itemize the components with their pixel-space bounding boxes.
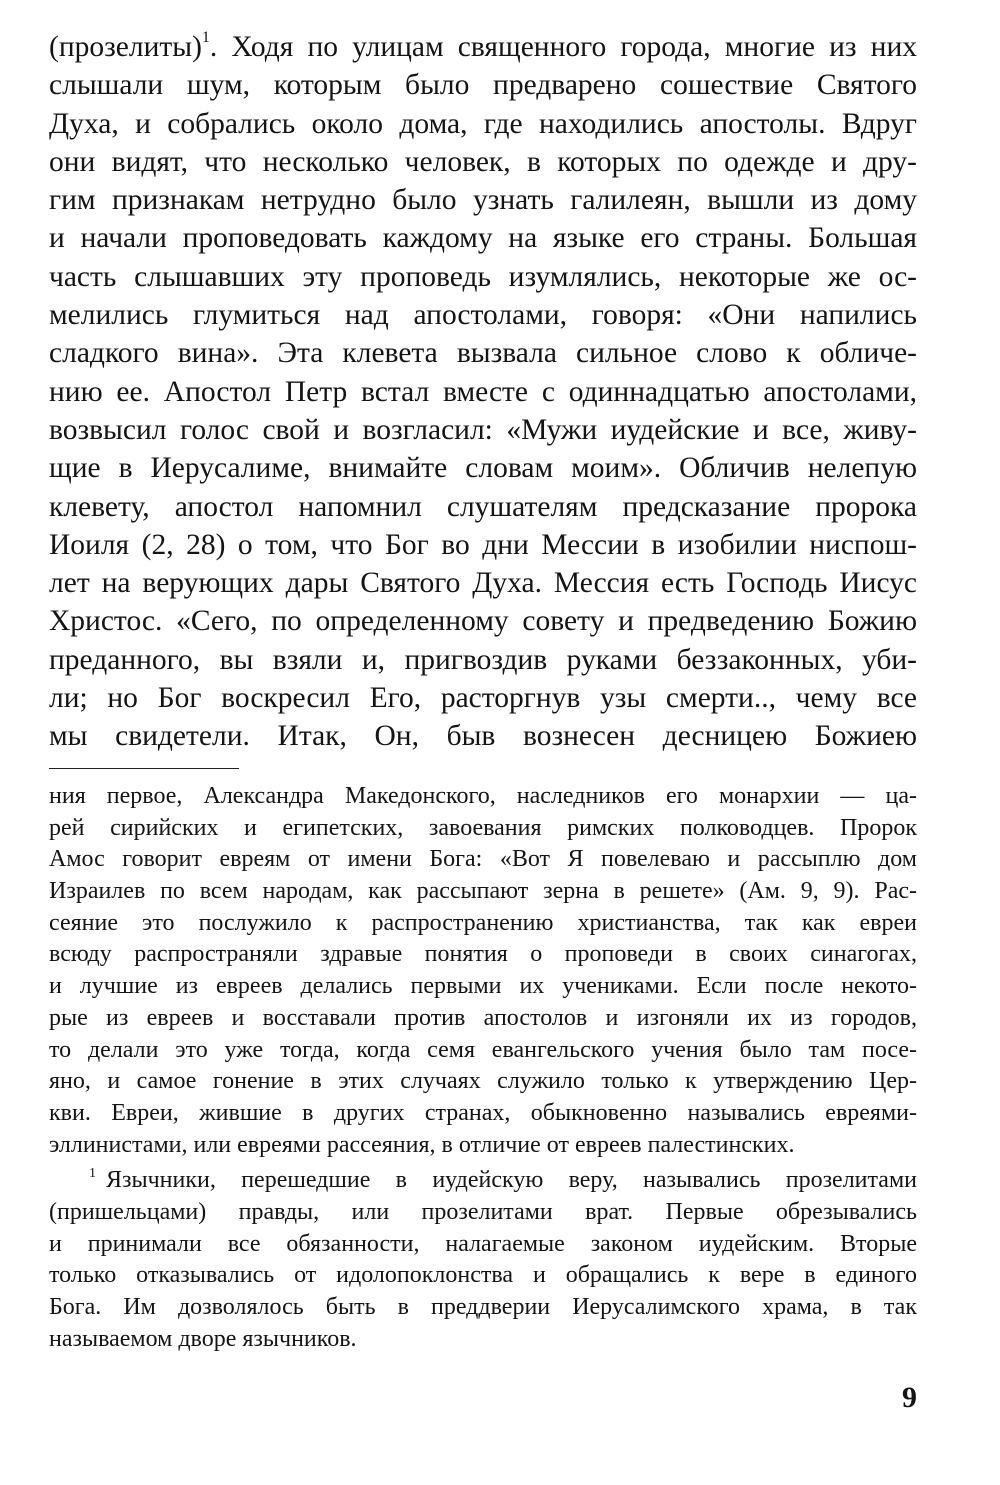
main-text-line-rest: . Ходя по улицам священного города, многие из них	[209, 31, 917, 63]
footnote-line: рей сирийских и египетских, завоевания римских полководцев. Пророк	[49, 814, 917, 841]
footnote-line: эллинистами, или евреями рассеяния, в отличие от евреев палестинских.	[49, 1131, 795, 1158]
main-text-line: клевету, апостол напомнил слушателям предсказание пророка	[49, 490, 917, 523]
main-text-line: гим признакам нетрудно было узнать галилеян, вышли из дому	[49, 184, 917, 217]
footnote-1-first-line	[49, 1165, 917, 1197]
main-text-line: и начали проповедовать каждому на языке его страны. Большая	[49, 222, 917, 255]
main-text-line: лет на верующих дары Святого Духа. Мессия есть Господь Иисус	[49, 567, 917, 600]
footnote-marker: 1	[89, 1166, 96, 1182]
main-text-line: щие в Иерусалиме, внимайте словам моим». Обличив нелепую	[49, 452, 917, 485]
main-text-line: нию ее. Апостол Петр встал вместе с одиннадцатью апостолами,	[49, 375, 917, 408]
footnote-1-text: Язычники, перешедшие в иудейскую веру, назывались прозелитами	[106, 1167, 917, 1194]
page-number: 9	[902, 1381, 917, 1414]
main-text-line: мы свидетели. Итак, Он, быв вознесен десницею Божиею	[49, 720, 917, 753]
footnote-line: кви. Евреи, жившие в других странах, обыкновенно назывались евреями-	[49, 1099, 917, 1126]
main-text-line-start: (прозелиты)	[49, 31, 202, 63]
main-text-line: слышали шум, которым было предварено сошествие Святого	[49, 69, 917, 102]
footnote-line: всюду распространяли здравые понятия о проповеди в своих синагогах,	[49, 941, 917, 968]
main-text-line	[49, 28, 917, 66]
main-text-line: мелились глумиться над апостолами, говоря: «Они напились	[49, 299, 917, 332]
main-text	[49, 28, 917, 756]
footnote-line: (пришельцами) правды, или прозелитами врат. Первые обрезывались	[49, 1198, 917, 1225]
footnote-line: называемом дворе язычников.	[49, 1325, 357, 1352]
main-text-line: часть слышавших эту проповедь изумлялись, некоторые же ос-	[49, 260, 917, 293]
main-text-line: Иоиля (2, 28) о том, что Бог во дни Мессии в изобилии ниспош-	[49, 528, 917, 561]
footnote-divider	[49, 768, 239, 769]
footnote-line: Бога. Им дозволялось быть в преддверии Иерусалимского храма, в так	[49, 1294, 917, 1320]
main-text-line: ли; но Бог воскресил Его, расторгнув узы смерти.., чему все	[49, 682, 917, 715]
main-text-line: преданного, вы взяли и, пригвоздив руками беззаконных, уби-	[49, 643, 917, 676]
footnote-line: яно, и самое гонение в этих случаях служило только к утверждению Цер-	[49, 1068, 917, 1095]
main-text-line: Духа, и собрались около дома, где находились апостолы. Вдруг	[49, 107, 917, 140]
footnote-line: то делали это уже тогда, когда семя евангельского учения было там посе-	[49, 1036, 917, 1063]
footnote-line: и принимали все обязанности, налагаемые законом иудейским. Вторые	[49, 1230, 917, 1257]
footnote-line: ния первое, Александра Македонского, наследников его монархии — ца-	[49, 783, 917, 809]
footnote-line: только отказывались от идолопоклонства и обращались к вере в единого	[49, 1262, 917, 1289]
footnote-line: Израилев по всем народам, как рассыпают зерна в решете» (Ам. 9, 9). Рас-	[49, 878, 917, 905]
main-text-line: сладкого вина». Эта клевета вызвала сильное слово к обличе-	[49, 337, 917, 370]
main-text-line: они видят, что несколько человек, в которых по одежде и дру-	[49, 145, 917, 178]
footnote-reference: 1	[201, 29, 210, 46]
main-text-line: возвысил голос свой и возгласил: «Мужи иудейские и все, живу-	[49, 413, 917, 446]
footnote-line: сеяние это послужило к распространению христианства, так как евреи	[49, 909, 917, 936]
footnote-line: рые из евреев и восставали против апостолов и изгоняли их из городов,	[49, 1004, 917, 1031]
footnotes	[49, 781, 917, 1355]
footnote-line: и лучшие из евреев делались первыми их учениками. Если после некото-	[49, 973, 917, 1000]
footnote-line: Амос говорит евреям от имени Бога: «Вот Я повелеваю и рассыплю дом	[49, 846, 917, 873]
main-text-line: Христос. «Сего, по определенному совету и предведению Божию	[49, 605, 917, 638]
